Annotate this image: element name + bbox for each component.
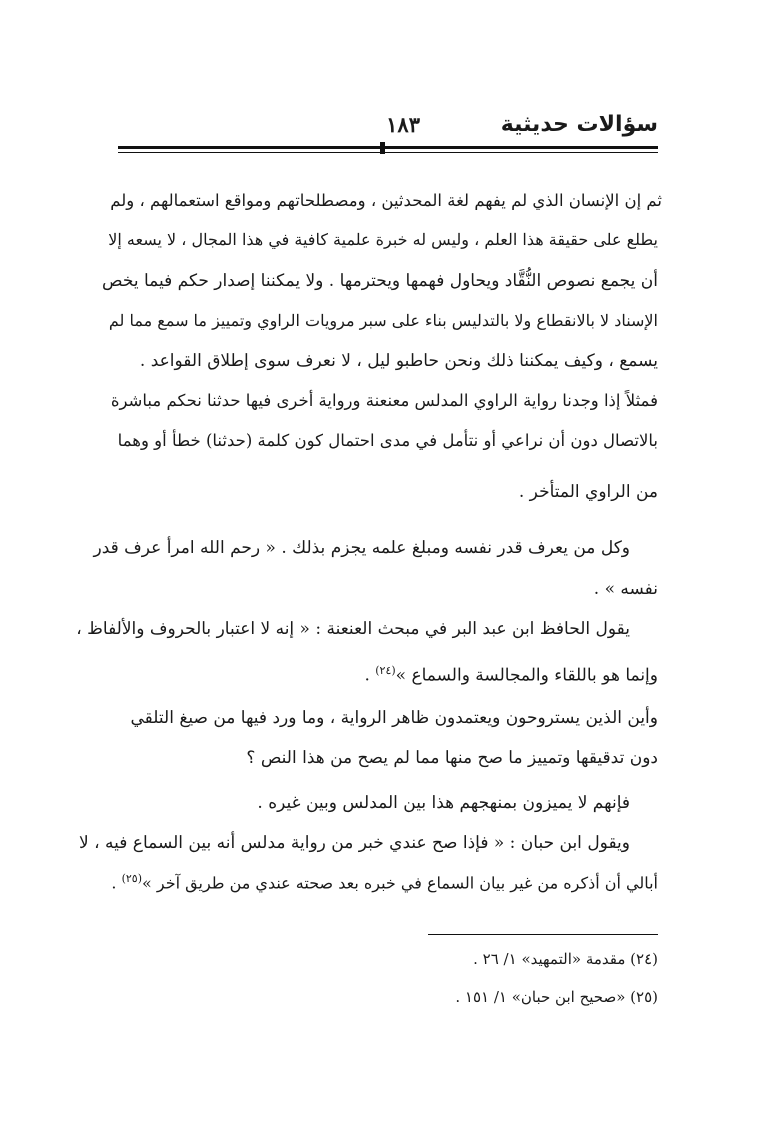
- footnote-24: (٢٤) مقدمة «التمهيد» ١/ ٢٦ .: [473, 950, 658, 968]
- text-line: نفسه » .: [593, 579, 658, 599]
- text-line: فمثلاً إذا وجدنا رواية الراوي المدلس معنعنة ورواية أخرى فيها حدثنا نحكم مباشرة: [110, 391, 658, 410]
- text-line: وكل من يعرف قدر نفسه ومبلغ علمه يجزم بذلك . « رحم الله امرأ عرف قدر: [93, 538, 630, 558]
- text-line: فإنهم لا يميزون بمنهجهم هذا بين المدلس وبين غيره .: [257, 793, 630, 813]
- text-line: [364, 658, 658, 689]
- text-line: أن يجمع نصوص النُّقَّاد ويحاول فهمها ويحترمها . ولا يمكننا إصدار حكم فيما يخص: [102, 271, 658, 291]
- header-rule-thin: [118, 152, 658, 153]
- text-line: يسمع ، وكيف يمكننا ذلك ونحن حاطبو ليل ، لا نعرف سوى إطلاق القواعد .: [139, 351, 658, 371]
- footnote-25: (٢٥) «صحيح ابن حبان» ١/ ١٥١ .: [455, 988, 658, 1006]
- text-segment: وإنما هو باللقاء والمجالسة والسماع »: [395, 665, 658, 686]
- header-rule-mark: [380, 142, 385, 154]
- text-line: [111, 866, 658, 896]
- text-line: بالاتصال دون أن نراعي أو نتأمل في مدى احتمال كون كلمة (حدثنا) خطأ أو وهما: [117, 431, 658, 450]
- footnote-ref-25: (٢٥): [121, 872, 143, 885]
- text-line: وأين الذين يستروحون ويعتمدون ظاهر الرواية ، وما ورد فيها من صيغ التلقي: [130, 708, 658, 728]
- text-line: ثم إن الإنسان الذي لم يفهم لغة المحدثين ، ومصطلحاتهم ومواقع استعمالهم ، ولم: [110, 191, 662, 210]
- text-line: يطلع على حقيقة هذا العلم ، وليس له خبرة علمية كافية في هذا المجال ، لا يسعه إلا: [108, 230, 658, 249]
- page-number: ١٨٣: [386, 112, 420, 137]
- text-segment: أبالي أن أذكره من غير بيان السماع في خبره بعد صحته عندي من طريق آخر »: [142, 873, 658, 893]
- text-line: ويقول ابن حبان : « فإذا صح عندي خبر من رواية مدلس أنه بين السماع فيه ، لا: [79, 833, 630, 853]
- text-segment: .: [111, 873, 122, 893]
- text-segment: .: [364, 665, 376, 686]
- text-line: من الراوي المتأخر .: [518, 482, 658, 502]
- footnote-ref-24: (٢٤): [375, 664, 396, 677]
- text-line: دون تدقيقها وتمييز ما صح منها مما لم يصح من هذا النص ؟: [246, 748, 658, 768]
- text-line: يقول الحافظ ابن عبد البر في مبحث العنعنة : « إنه لا اعتبار بالحروف والألفاظ ،: [76, 619, 630, 639]
- text-line: الإسناد لا بالانقطاع ولا بالتدليس بناء على سبر مرويات الراوي وتمييز ما سمع مما لم: [108, 311, 658, 330]
- footnote-rule: [428, 934, 658, 935]
- running-title: سؤالات حديثية: [500, 112, 658, 137]
- page-header: [118, 112, 658, 150]
- header-rule-thick: [118, 146, 658, 149]
